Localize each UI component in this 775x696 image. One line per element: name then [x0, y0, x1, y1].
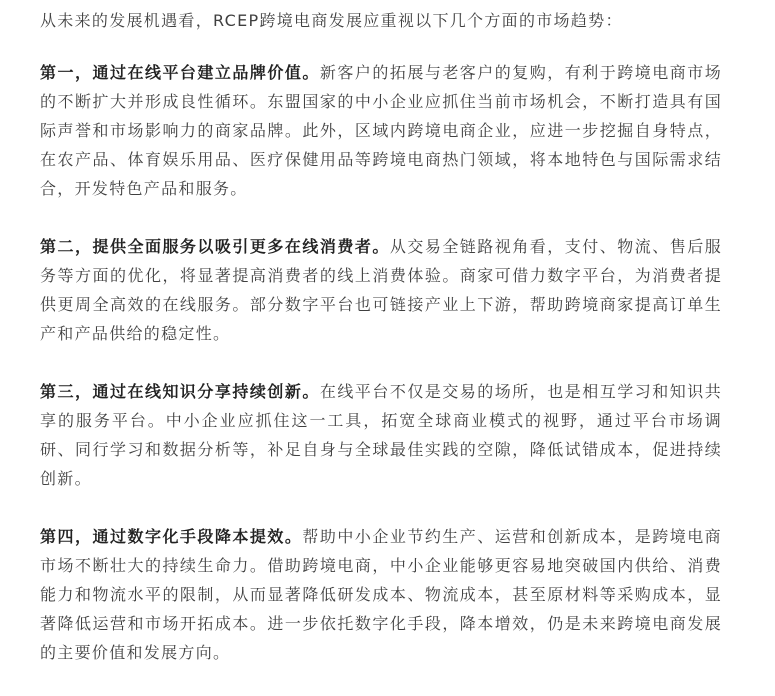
paragraph-brand-value — [40, 58, 722, 203]
paragraph-digital-cost-reduction — [40, 522, 722, 667]
paragraph-lead: 第三，通过在线知识分享持续创新。 — [40, 382, 320, 401]
intro-text: 从未来的发展机遇看，RCEP跨境电商发展应重视以下几个方面的市场趋势： — [40, 11, 623, 30]
paragraph-lead: 第二，提供全面服务以吸引更多在线消费者。 — [40, 237, 390, 256]
paragraph-body: 帮助中小企业节约生产、运营和创新成本，是跨境电商市场不断壮大的持续生命力。借助跨境电商，中小企业能够更容易地突破国内供给、消费能力和物流水平的限制，从而显著降低研发成本、物流成本，甚至原材料等采购成本，显著降低运营和市场开拓成本。进一步依托数字化手段，降本增效，仍是未来跨境电商发展的主要价值和发展方向。 — [40, 527, 722, 662]
article — [40, 6, 722, 696]
paragraph-knowledge-sharing — [40, 377, 722, 493]
paragraph-body: 新客户的拓展与老客户的复购，有利于跨境电商市场的不断扩大并形成良性循环。东盟国家的中小企业应抓住当前市场机会，不断打造具有国际声誉和市场影响力的商家品牌。此外，区域内跨境电商企业，应进一步挖掘自身特点，在农产品、体育娱乐用品、医疗保健用品等跨境电商热门领域，将本地特色与国际需求结合，开发特色产品和服务。 — [40, 63, 722, 198]
paragraph-body: 从交易全链路视角看，支付、物流、售后服务等方面的优化，将显著提高消费者的线上消费体验。商家可借力数字平台，为消费者提供更周全高效的在线服务。部分数字平台也可链接产业上下游，帮助跨境商家提高订单生产和产品供给的稳定性。 — [40, 237, 722, 343]
paragraph-lead: 第一，通过在线平台建立品牌价值。 — [40, 63, 320, 82]
paragraph-comprehensive-services — [40, 232, 722, 348]
paragraph-lead: 第四，通过数字化手段降本提效。 — [40, 527, 303, 546]
paragraph-body: 在线平台不仅是交易的场所，也是相互学习和知识共享的服务平台。中小企业应抓住这一工具，拓宽全球商业模式的视野，通过平台市场调研、同行学习和数据分析等，补足自身与全球最佳实践的空隙，降低试错成本，促进持续创新。 — [40, 382, 722, 488]
